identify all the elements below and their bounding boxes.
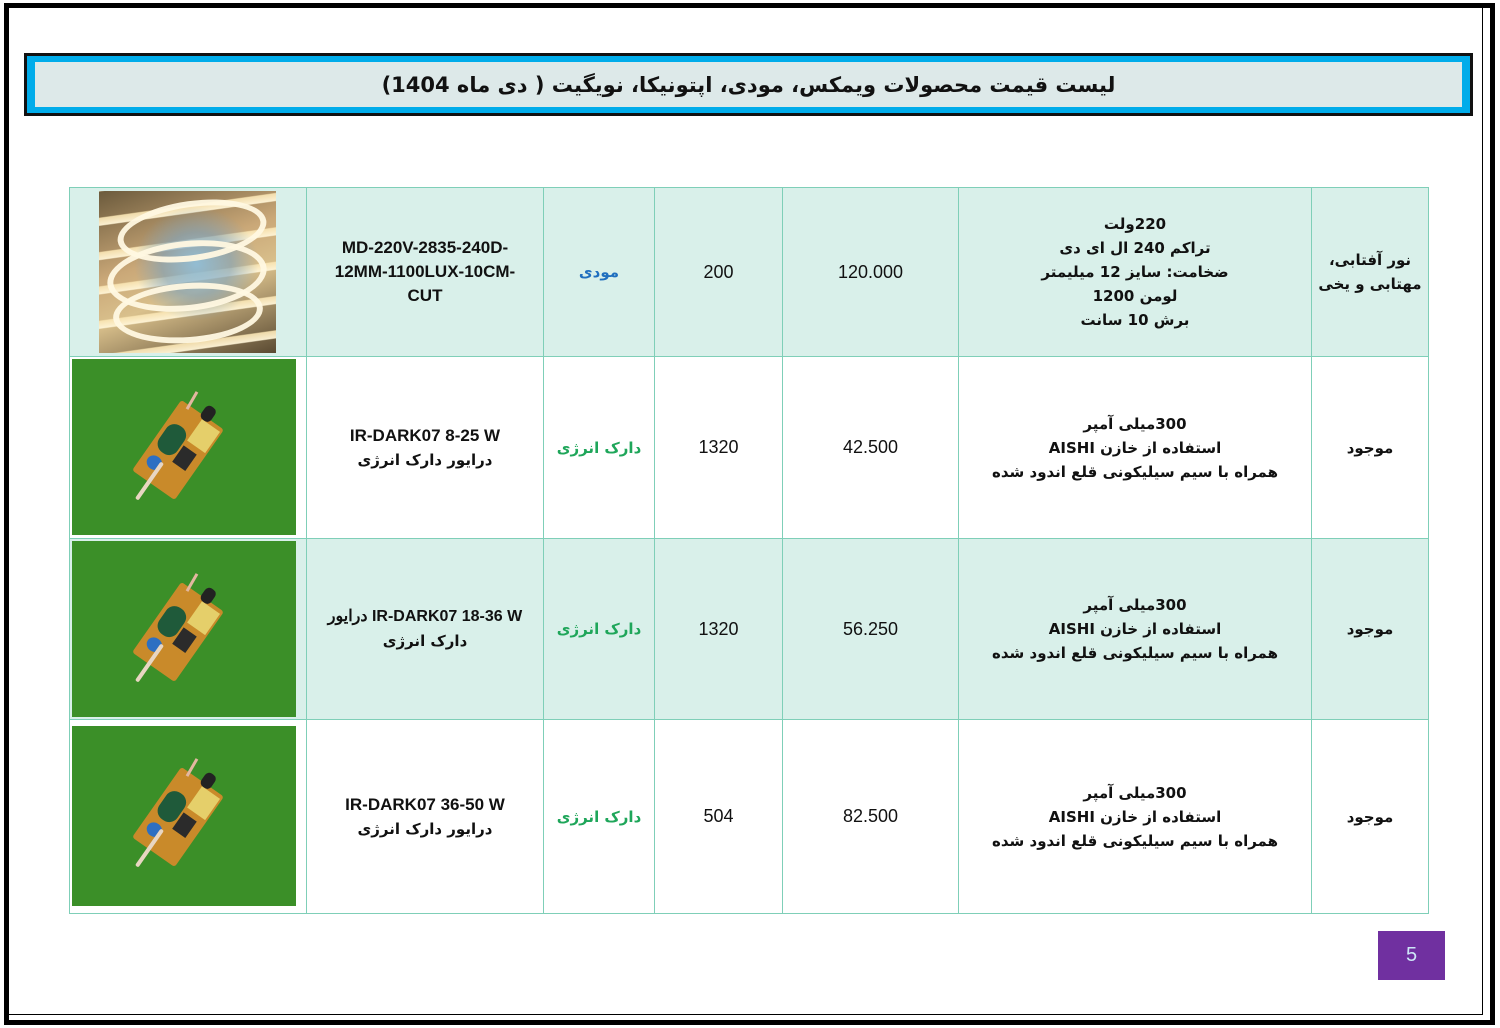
model-line: IR-DARK07 36-50 W [345,794,505,814]
quantity-value: 1320 [698,618,739,639]
status-cell [1312,720,1429,914]
table-row [70,188,1429,357]
model-cell [307,539,544,720]
table-row [70,357,1429,539]
title-banner [24,53,1473,116]
image-cell [70,539,307,720]
status-cell [1312,188,1429,357]
page-number-badge [1378,931,1445,980]
led-strip-image [99,191,276,353]
model-line: درایور دارک انرژی [357,819,493,838]
quantity-value: 504 [703,806,734,826]
quantity-cell [655,357,783,539]
brand-name: دارک انرژی [556,620,642,638]
description-cell [959,539,1312,720]
model-line: IR-DARK07 18-36 W درایور [327,608,523,625]
model-line: MD-220V-2835-240D- [341,238,509,257]
brand-name: دارک انرژی [556,807,642,826]
description-line: همراه با سیم سیلیکونی قلع اندود شده [992,644,1278,662]
description-line: ضخامت: سایز 12 میلیمتر [1041,263,1229,281]
description-line: برش 10 سانت [1080,311,1190,329]
model-cell [307,357,544,539]
led-driver-image [72,359,296,535]
brand-cell [544,357,655,539]
quantity-value: 1320 [698,437,739,457]
image-cell [70,357,307,539]
quantity-value: 200 [703,261,734,282]
stock-status: موجود [1346,438,1394,457]
description-line: استفاده از خازن AISHI [1048,807,1222,826]
status-cell [1312,539,1429,720]
status-line: مهتابی و یخی [1318,275,1422,293]
brand-cell [544,539,655,720]
description-cell [959,720,1312,914]
page-title: لیست قیمت محصولات ویمکس، مودی، اپتونیکا، نویگیت ( دی ماه 1404) [381,72,1116,97]
description-line: استفاده از خازن AISHI [1048,620,1222,638]
description-line: 300میلی آمپر [1083,414,1187,433]
model-line: CUT [407,286,443,305]
description-line: 300میلی آمپر [1083,783,1187,802]
description-line: لومن 1200 [1092,287,1178,305]
brand-name: دارک انرژی [556,438,642,457]
description-line: همراه با سیم سیلیکونی قلع اندود شده [992,831,1278,850]
table-row [70,539,1429,720]
price-cell [783,720,959,914]
image-cell [70,720,307,914]
model-cell [307,188,544,357]
price-value: 56.250 [842,618,899,639]
price-cell [783,188,959,357]
status-cell [1312,357,1429,539]
model-line: 12MM-1100LUX-10CM- [334,262,516,281]
quantity-cell [655,188,783,357]
price-value: 42.500 [842,437,899,457]
led-driver-image [72,726,296,906]
model-cell [307,720,544,914]
description-line: 220ولت [1103,215,1167,233]
led-driver-image [72,541,296,717]
description-cell [959,188,1312,357]
model-line: IR-DARK07 8-25 W [349,425,501,445]
quantity-cell [655,720,783,914]
status-line: نور آفتابی، [1328,251,1412,269]
description-line: 300میلی آمپر [1083,596,1187,614]
description-line: تراکم 240 ال ای دی [1059,239,1211,257]
description-line: همراه با سیم سیلیکونی قلع اندود شده [992,462,1278,481]
image-cell [70,188,307,357]
title-banner-inner [35,62,1462,107]
brand-name: مودی [578,263,620,281]
price-value: 82.500 [842,806,899,826]
price-list-table [69,187,1429,914]
model-line: دارک انرژی [382,632,468,650]
brand-cell [544,188,655,357]
table-row [70,720,1429,914]
stock-status: موجود [1346,807,1394,826]
price-cell [783,357,959,539]
price-cell [783,539,959,720]
model-line: درایور دارک انرژی [357,450,493,469]
stock-status: موجود [1346,620,1394,638]
description-line: استفاده از خازن AISHI [1048,438,1222,457]
page-number: 5 [1405,944,1418,966]
description-cell [959,357,1312,539]
price-value: 120.000 [837,261,904,282]
quantity-cell [655,539,783,720]
brand-cell [544,720,655,914]
